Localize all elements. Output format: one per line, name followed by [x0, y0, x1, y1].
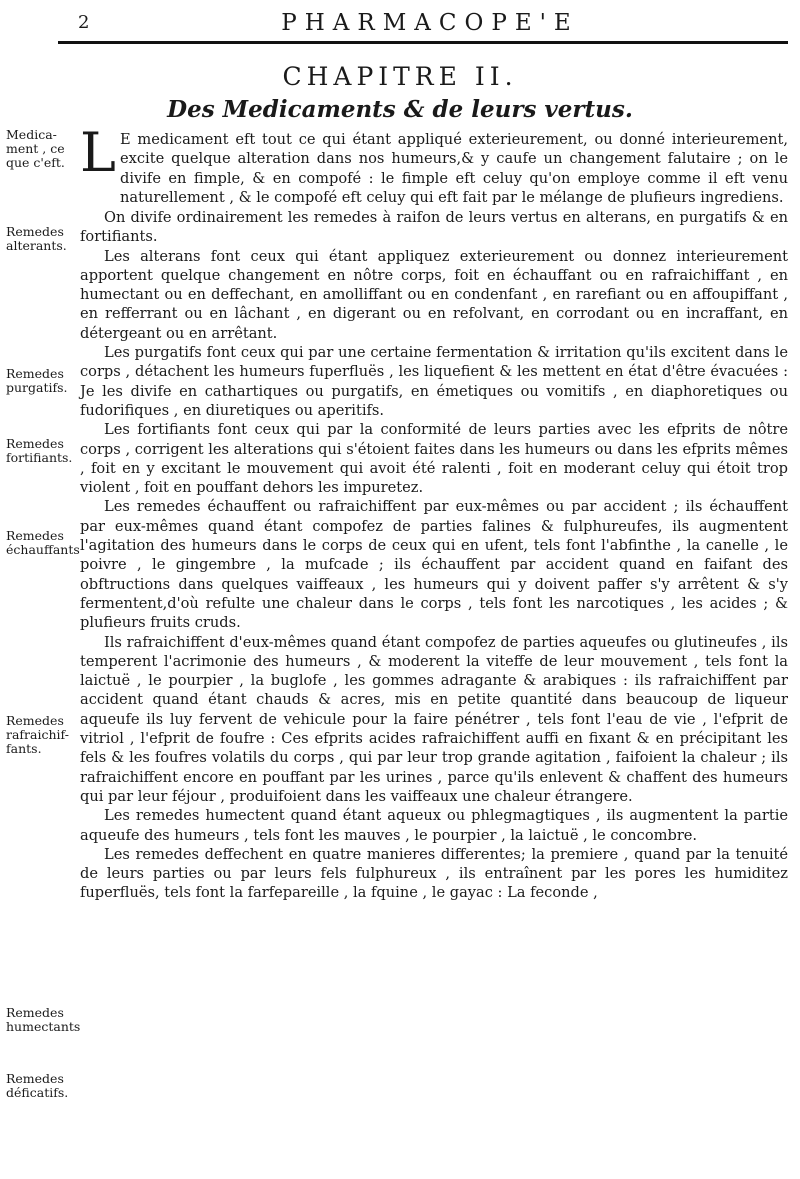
margin-note-alterants: Remedes alterants. [6, 224, 67, 253]
running-head [0, 10, 800, 38]
chapter-subtitle: Des Medicaments & de leurs vertus. [167, 96, 633, 123]
margin-note-humectants: Remedes humectants [6, 1005, 81, 1034]
chapter-heading: CHAPITRE II. [282, 62, 518, 91]
header-rule [58, 41, 788, 44]
body-paragraph: Les remedes humectent quand étant aqueux ou phlegmagtiques , ils augmentent la partie aqueufe des humeurs , tels font les mauves , le pourpier , la laictuë , le concombre. [80, 807, 788, 844]
page-number: 2 [78, 12, 90, 33]
body-paragraph: Les remedes deffechent en quatre manieres differentes; la premiere , quand par la tenuité de leurs parties ou par leurs fels fulphureux , ils entraînent par les pores les humiditez fuperfluës, tels font la farfepareille , la fquine , le gayac : La feconde , [80, 845, 788, 902]
body-paragraph: Les alterans font ceux qui étant appliquez exterieurement ou donnez interieurement apportent quelque changement en nôtre corps, foit en échauffant ou en rafraichiffant , en humectant ou en deffechant, en amolliffant ou en condenfant , en rarefiant ou en affoupiffant , en refferrant ou en lâchant , en digerant ou en refolvant, en corrodant ou en incraffant, en détergeant ou en arrêtant. [80, 247, 788, 342]
margin-note-medicament: Medica-ment , ce que c'eft. [6, 127, 65, 170]
drop-cap: L [80, 121, 116, 184]
body-paragraph: Ils rafraichiffent d'eux-mêmes quand étant compofez de parties aqueufes ou glutineufes , ils temperent l'acrimonie des humeurs , & moderent la viteffe de leur mouvement , tels font la laictuë , le pourpier , la buglofe , les gommes adragante & arabiques : ils rafraichiffent par accident quand étant chauds & acres, mis en petite quantité dans beaucoup de liqueur aqueufe ils luy fervent de vehicule pour la faire pénétrer , tels font l'eau de vie , l'efprit de vitriol , l'efprit de foufre : Ces efprits acides rafraichiffent auffi en fixant & en précipitant les fels & les foufres volatils du corps , qui par leur trop grande agitation , faifoient la chaleur ; ils rafraichiffent encore en pouffant par les urines , parce qu'ils enlevent & chaffent des humeurs qui par leur féjour , produifoient dans les vaiffeaux une chaleur étrangere. [80, 633, 788, 805]
body-text [80, 208, 788, 903]
body-paragraph: E medicament eft tout ce qui étant appliqué exterieurement, ou donné interieurement, excite quelque alteration dans nos humeurs,& y caufe un changement falutaire ; on le divife en fimple, & en compofé : le fimple eft celuy qu'on employe comme il eft venu naturellement , & le compofé eft celuy qui eft fait par le mélange de plufieurs ingrediens. [120, 131, 788, 206]
margin-note-deficatifs: Remedes déficatifs. [6, 1071, 69, 1100]
body-paragraph: Les remedes échauffent ou rafraichiffent par eux-mêmes ou par accident ; ils échauffent par eux-mêmes quand étant compofez de parties falines & fulphureufes, ils augmentent l'agitation des humeurs dans le corps de ceux qui en ufent, tels font l'abfinthe , la canelle , le poivre , le gingembre , la mufcade ; ils échauffent par accident quand en faifant des obftructions dans quelques vaiffeaux , les humeurs qui y doivent paffer s'y arrêtent & s'y fermentent,d'où refulte une chaleur dans le corps , tels font les narcotiques , les acides ; & plufieurs fruits cruds. [80, 498, 788, 632]
running-title: PHARMACOPE'E [281, 10, 579, 36]
body-para-1-lead [120, 130, 788, 207]
margin-note-fortifiants: Remedes fortifiants. [6, 436, 73, 465]
margin-note-echauffants: Remedes échauffants [6, 528, 80, 557]
body-paragraph: On divife ordinairement les remedes à raifon de leurs vertus en alterans, en purgatifs & en fortifiants. [80, 209, 788, 246]
margin-note-rafraichissants: Remedes rafraichif-fants. [6, 713, 69, 756]
body-paragraph: Les purgatifs font ceux qui par une certaine fermentation & irritation qu'ils excitent dans le corps , détachent les humeurs fuperfluës , les liquefient & les mettent en état d'être évacuées : Je les divife en cathartiques ou purgatifs, en émetiques ou vomitifs , en diaphoretiques ou fudorifiques , en diuretiques ou aperitifs. [80, 344, 788, 419]
body-paragraph: Les fortifiants font ceux qui par la conformité de leurs parties avec les efprits de nôtre corps , corrigent les alterations qui s'étoient faites dans les humeurs ou dans les efprits mêmes , foit en y excitant le mouvement qui avoit été ralenti , foit en moderant celuy qui étoit trop violent , foit en pouffant dehors les impuretez. [80, 421, 788, 497]
margin-note-purgatifs: Remedes purgatifs. [6, 366, 68, 395]
